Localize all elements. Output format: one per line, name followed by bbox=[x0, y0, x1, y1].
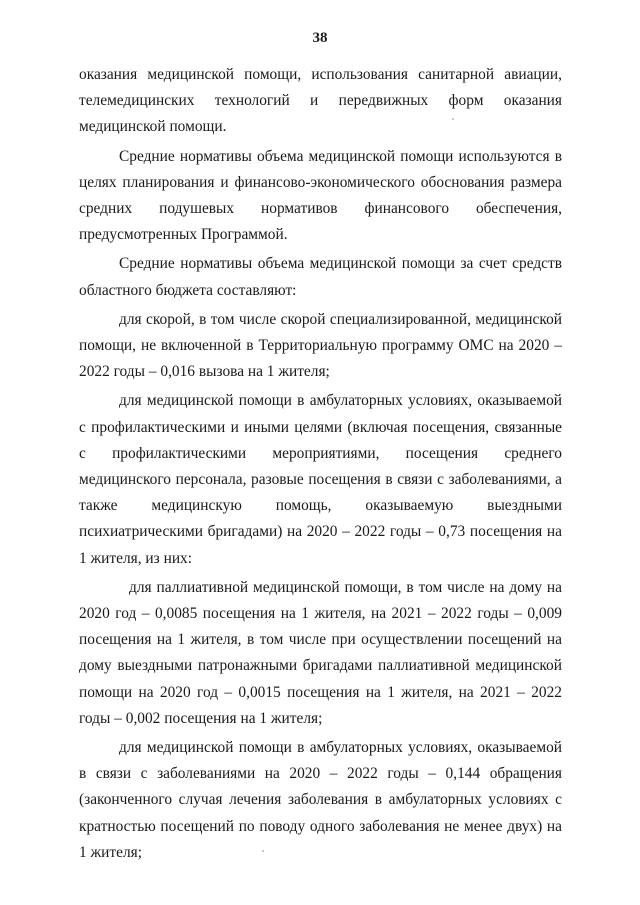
scan-speck bbox=[262, 850, 264, 852]
paragraph-norms-usage: Средние нормативы объема медицинской помощи используются в целях планирования и финансово-экономического обоснования размера средних подушевых нормативов финансового обеспечения, предусмотренных Программой. bbox=[79, 147, 562, 244]
paragraph-outpatient-disease: для медицинской помощи в амбулаторных условиях, оказываемой в связи с заболеваниями на 2020 – 2022 годы – 0,144 обращения (законченного случая лечения заболевания в амбулаторных условиях с кратностью посещений по поводу одного заболевания не менее двух) на 1 жителя; bbox=[79, 739, 562, 861]
scan-speck bbox=[452, 118, 454, 120]
paragraph-outpatient-preventive: для медицинской помощи в амбулаторных условиях, оказываемой с профилактическими и иными целями (включая посещения, связанные с профилактическими мероприятиями, посещения среднего медицинского персонала, разовые посещения в связи с заболеваниями, а также медицинскую помощь, оказываемую выездными психиатрическими бригадами) на 2020 – 2022 годы – 0,73 посещения на 1 жителя, из них: bbox=[79, 392, 562, 567]
document-body bbox=[79, 62, 562, 869]
page-number: 38 bbox=[312, 30, 328, 46]
paragraph-regional-budget-norms: Средние нормативы объема медицинской помощи за счет средств областного бюджета составляют: bbox=[79, 255, 562, 299]
paragraph-palliative-care: для паллиативной медицинской помощи, в том числе на дому на 2020 год – 0,0085 посещения на 1 жителя, на 2021 – 2022 годы – 0,009 посещения на 1 жителя, в том числе при осуществлении посещений на дому выездными патронажными бригадами паллиативной медицинской помощи на 2020 год – 0,0015 посещения на 1 жителя, на 2021 – 2022 годы – 0,002 посещения на 1 жителя; bbox=[79, 578, 562, 727]
paragraph-continuation: оказания медицинской помощи, использования санитарной авиации, телемедицинских технологий и передвижных форм оказания медицинской помощи. bbox=[79, 66, 562, 136]
paragraph-emergency-care: для скорой, в том числе скорой специализированной, медицинской помощи, не включенной в Территориальную программу ОМС на 2020 – 2022 годы – 0,016 вызова на 1 жителя; bbox=[79, 310, 562, 381]
